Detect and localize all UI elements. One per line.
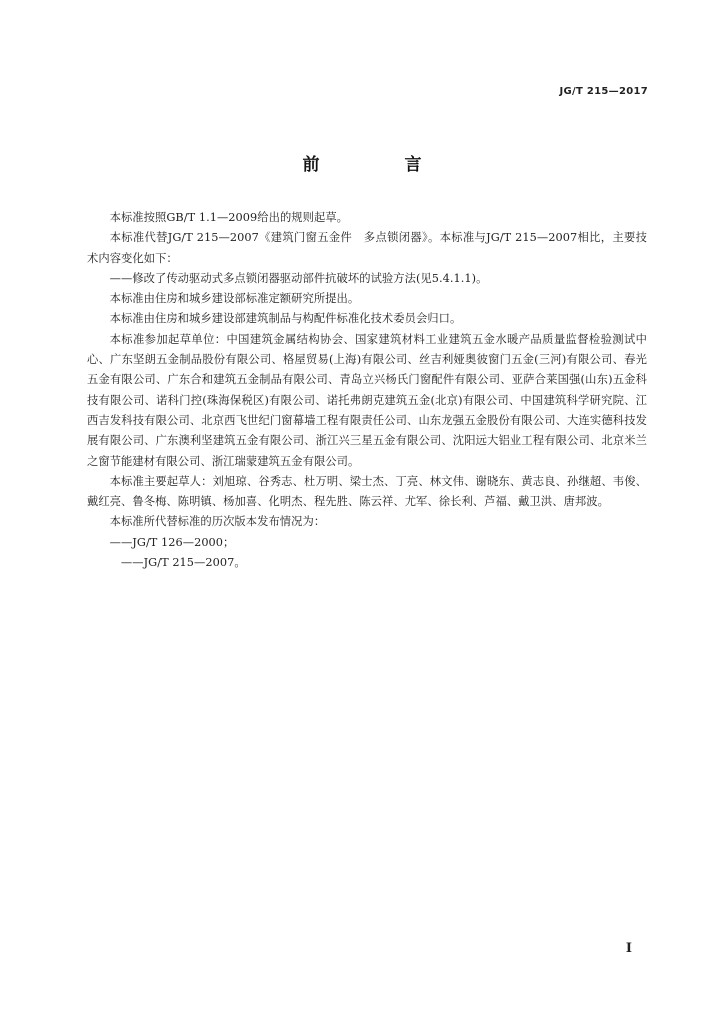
paragraph-drafting-rules: 本标准按照GB/T 1.1—2009给出的规则起草。 — [109, 211, 349, 224]
page-title: 前 言 — [302, 155, 456, 175]
history-item: ——JG/T 126—2000； — [109, 535, 235, 549]
history-item: ——JG/T 215—2007。 — [120, 556, 246, 570]
foreword-body — [87, 208, 647, 573]
page-number: I — [625, 941, 632, 956]
paragraph-drafters: 本标准主要起草人：刘旭琼、谷秀志、杜万明、梁士杰、丁亮、林文伟、谢晓东、黄志良、孙继超、韦俊、戴红亮、鲁冬梅、陈明镇、杨加喜、化明杰、程先胜、陈云祥、尤军、徐长利、芦福、戴卫洪、唐邦波。 — [87, 474, 647, 509]
paragraph-replaces: 本标准代替JG/T 215—2007《建筑门窗五金件 多点锁闭器》。本标准与JG/T 215—2007相比，主要技术内容变化如下： — [87, 231, 647, 265]
standard-code: JG/T 215—2017 — [559, 86, 648, 97]
paragraph-change-item: ——修改了传动驱动式多点锁闭器驱动部件抗破坏的试验方法(见5.4.1.1)。 — [109, 271, 488, 285]
paragraph-proposed-by: 本标准由住房和城乡建设部标准定额研究所提出。 — [109, 292, 360, 306]
paragraph-drafting-units: 本标准参加起草单位：中国建筑金属结构协会、国家建筑材料工业建筑五金水暖产品质量监督检验测试中心、广东坚朗五金制品股份有限公司、格屋贸易(上海)有限公司、丝吉利娅奥彼窗门五金(三河)有限公司、春光五金有限公司、广东合和建筑五金制品有限公司、青岛立兴杨氏门窗配件有限公司、亚萨合莱国强(山东)五金科技有限公司、诺科门控(珠海保税区)有限公司、诺托弗朗克建筑五金(北京)有限公司、中国建筑科学研究院、江西吉发科技有限公司、北京西飞世纪门窗幕墙工程有限责任公司、山东龙强五金股份有限公司、大连实德科技发展有限公司、广东澳利坚建筑五金有限公司、浙江兴三星五金有限公司、沈阳远大铝业工程有限公司、北京米兰之窗节能建材有限公司、浙江瑞蒙建筑五金有限公司。 — [87, 332, 647, 468]
paragraph-under-jurisdiction: 本标准由住房和城乡建设部建筑制品与构配件标准化技术委员会归口。 — [109, 312, 462, 326]
paragraph-history-intro: 本标准所代替标准的历次版本发布情况为： — [109, 515, 326, 529]
